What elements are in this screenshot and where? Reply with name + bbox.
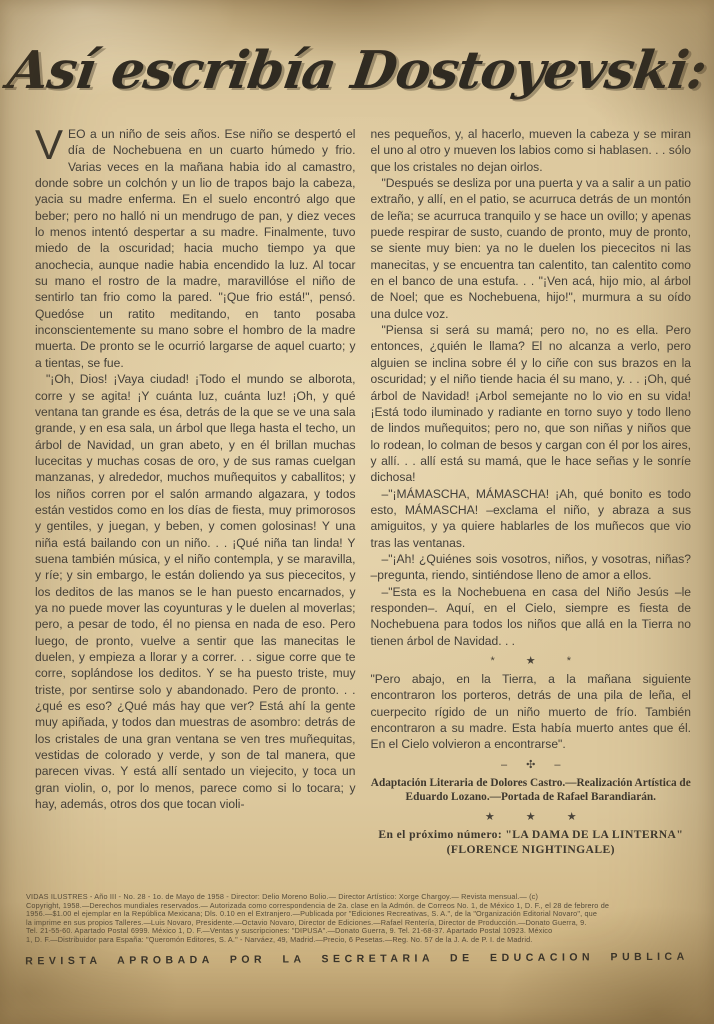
paragraph: VEO a un niño de seis años. Ese niño se despertó el día de Nochebuena en un cuarto húmedo y frio. Varias veces en la mañana habia ido al camastro, donde sobre un colchón y un lio de trapos bajo la cabeza, yacia su madre enferma. En el suelo encontró algo que beber; pero no halló ni un mendrugo de pan, y diez veces lo menos intentó despertar a su madre. Finalmente, tuvo miedo de la oscuridad; hacia mucho tiempo ya que anochecia, aunque nadie habia encendido la luz. Al tocar su mano el rostro de la madre, maravillóse el niño de sentirlo tan frio como la pared. "¡Que frio está!", pensó. Quedóse un ratito meditando, en tanto posaba inconscientemente su mano sobre el hombro de la madre muerta. De pronto se le ocurrió largarse de aquel cuarto; y a tientas, se fue. bbox=[35, 126, 356, 370]
right-column bbox=[371, 126, 692, 886]
stars-separator: * ★ * bbox=[490, 655, 586, 667]
stars-separator: ★ ★ ★ bbox=[484, 810, 591, 823]
article-columns bbox=[35, 126, 691, 886]
next-issue-announcement bbox=[371, 827, 692, 857]
imprint-line: la imprime en sus propios Talleres.—Luis Novaro, Presidente.—Octavio Novaro, Director de Ediciones.—Rafael Rentería, Director de Producción.—Donato Guerra, 9. bbox=[26, 918, 587, 927]
drop-cap: V bbox=[35, 126, 64, 168]
imprint-line: 1, D. F.—Distribuidor para España: "Queromón Editores, S. A." - Narváez, 49, Madrid.—Precio, 6 Pesetas.—Reg. No. 57 de la J. A. de P. I. de Madrid. bbox=[26, 935, 533, 944]
imprint-line: Tel. 21-55-60. Apartado Postal 6999. México 1, D. F.—Ventas y suscripciones: "DIPUSA".—Donato Guerra, 9. Tel. 21-68-37. Apartado Postal 10923. México bbox=[26, 927, 553, 935]
paragraph: –"¡Ah! ¿Quiénes sois vosotros, niños, y vosotras, niñas? –pregunta, riendo, sintiéndose lleno de amor a ellos. bbox=[370, 551, 691, 583]
paragraph: –"Esta es la Nochebuena en casa del Niño Jesús –le responden–. Aquí, en el Cielo, siempre es fiesta de Nochebuena para todos los niños que allá en la Tierra no tienen árbol de Navidad. . . bbox=[370, 584, 691, 648]
next-issue-subject: (FLORENCE NIGHTINGALE) bbox=[446, 842, 615, 856]
left-column bbox=[35, 126, 356, 886]
paragraph: "Piensa si será su mamá; pero no, no es ella. Pero entonces, ¿quién le llama? El no alcanza a verlo, pero alguien se inclina sobre él y lo ciñe con sus brazos en la oscuridad; y el niño tiende hacia él su mano, y. . . ¡Oh, qué árbol de Navidad! ¡Arbol semejante no lo vio en su vida! ¡Está todo iluminado y radiante en torno suyo y todo lleno de lindos muñequitos; pero no, que son niñas y niños que lo rodean, lo colman de besos y cargan con él por los aires, y allí. . . allí está su mamá, que le hace señas y le sonríe dichosa! bbox=[370, 323, 691, 485]
page-title: Así escribía Dostoyevski: bbox=[4, 40, 710, 101]
next-issue-title: En el próximo número: "LA DAMA DE LA LINTERNA" bbox=[378, 827, 684, 841]
paragraph: "¡Oh, Dios! ¡Vaya ciudad! ¡Todo el mundo se alborota, corre y se agita! ¡Y cuánta luz, cuánta luz! ¡Oh, y qué ventana tan grande es ésa, detrás de la que se ve una sala grande, y en esa sala, un árbol que llega hasta el techo, un árbol de Navidad, un gran abeto, y en él brillan muchas lucecitas y muchas cosas de oro, y de sus ramas cuelgan manzanas, y alrededor, muchos muñequitos y caballitos; y los niños corren por el salón armando algazara, y todos están vestidos como en los días de fiesta, muy primorosos y gentiles, y juegan, y beben, y comen golosinas! Y una niña está bailando con un niño. . . ¡Qué niña tan linda! Y suena también música, y el niño contempla, y se maravilla, y ríe; y sin embargo, le están doliendo ya sus piececitos, y los deditos de las manos se le han puesto encarnados, y ya no puede mover las coyunturas y le duelen al moverlas; pero, a pesar de todo, él no piensa en nada de eso. Pero luego, de pronto, vuelve a sentir que las manecitas le duelen, y empieza a llorar y a correr. . . sigue corre que te corre, soplándose los deditos. Y se ha puesto triste, muy triste, por sentirse solo y abandonado. Pero de pronto. . . ¿qué es eso? ¿Qué más hay que ver? Está ahí la gente muy apiñada, y todos dan muestras de asombro: detrás de los cristales de una gran ventana se ven tres muñequitas, vestidas de colorado y verde, y son de tal manera, que parecen vivas. Y está allí sentado un viejecito, y toca un gran violin, o, por lo menos, parece como si lo tocara; y hay, además, otros dos que tocan violi- bbox=[35, 372, 356, 812]
paragraph: "Pero abajo, en la Tierra, a la mañana siguiente encontraron los porteros, detrás de una pila de leña, el cuerpecito rígido de un niño muerto de frío. También encontraron a su madre. Esta había muerto antes que él. En el Cielo volvieron a encontrarse". bbox=[370, 672, 691, 752]
credits-line: Adaptación Literaria de Dolores Castro.—Realización Artística de Eduardo Lozano.—Portada de Rafael Barandiarán. bbox=[370, 776, 691, 804]
ornament-separator: – ✣ – bbox=[500, 758, 569, 771]
paragraph: "Después se desliza por una puerta y va a salir a un patio extraño, y allí, en el patio, se acurruca detrás de un montón de leña; se acurruca tranquilo y se hace un ovillo; y apenas puede respirar de susto, cuando de pronto, muy de pronto, se siente muy bien: ya no le duelen los piececitos ni las manecitas, y se encuentra tan calentito, tan calentito como en el banco de una estufa. . . "¡Ven acá, hijo mio, al árbol de Noel; que es Nochebuena, hijo!", murmura a su oído una dulce voz. bbox=[370, 176, 691, 321]
approval-banner: REVISTA APROBADA POR LA SECRETARIA DE EDUCACION PUBLICA bbox=[25, 950, 689, 968]
paragraph: –"¡MÁMASCHA, MÁMASCHA! ¡Ah, qué bonito es todo esto, MÁMASCHA! –exclama el niño, y abraza a sus amiguitos, y ya quiere hablarles de los muñecos que vio tras las ventanas. bbox=[370, 486, 691, 550]
imprint-line: Copyright, 1958.—Derechos mundiales reservados.— Autorizada como correspondencia de 2a. clase en la Admón. de Correos No. 1, de México 1, D. F., el 28 de febrero de bbox=[26, 901, 610, 910]
imprint-line: VIDAS ILUSTRES - Año III - No. 28 - 1o. de Mayo de 1958 - Director: Delio Moreno Bolio.— Director Artístico: Xorge Chargoy.— Revista mensual.— (c) bbox=[26, 893, 539, 901]
imprint-fine-print bbox=[26, 893, 690, 944]
paragraph: nes pequeños, y, al hacerlo, mueven la cabeza y se miran el uno al otro y mueven los labios como si hablasen. . . sólo que los cristales no dejan oirlos. bbox=[370, 127, 691, 174]
imprint-line: 1956.—$1.00 el ejemplar en la República Mexicana; Dls. 0.10 en el Extranjero.—Publicada por "Ediciones Recreativas, S. A.", de la "Organización Editorial Novaro", que bbox=[26, 910, 598, 918]
